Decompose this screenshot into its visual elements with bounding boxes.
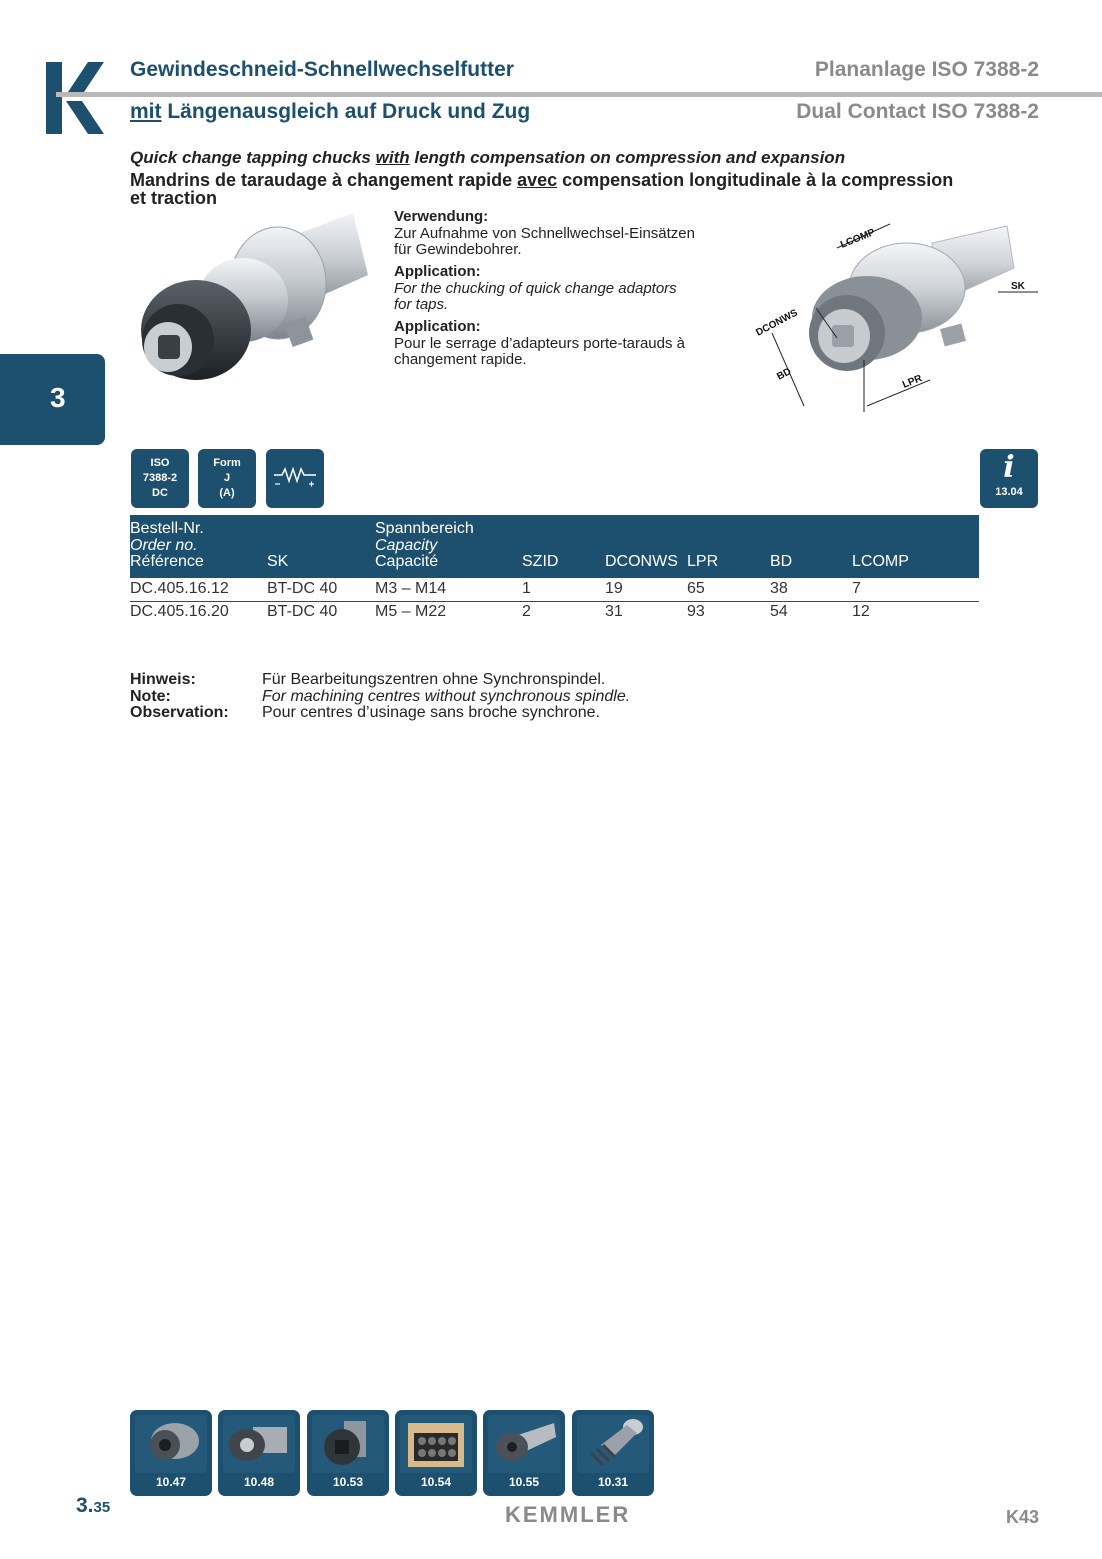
application-de-label: Verwendung: [394, 208, 489, 225]
cell-capacity: M5 – M22 [375, 603, 447, 620]
adapter-image [312, 1415, 384, 1473]
th-lcomp: LCOMP [852, 553, 909, 570]
info-icon[interactable]: i 13.04 [980, 449, 1038, 508]
form-icon: Form J (A) [198, 449, 256, 508]
cell-dconws: 19 [605, 580, 623, 597]
diagram-label-bd: BD [775, 366, 794, 383]
diagram-label-dconws: DCONWS [754, 307, 800, 339]
th-order-en: Order no. [130, 537, 198, 554]
cell-order: DC.405.16.20 [130, 603, 229, 620]
adapter-image [223, 1415, 295, 1473]
cell-lcomp: 7 [852, 580, 861, 597]
application-en: Application: For the chucking of quick change adaptors for taps. [394, 263, 677, 313]
related-product-thumb[interactable]: 10.47 [130, 1410, 212, 1496]
cell-lpr: 93 [687, 603, 705, 620]
cell-dconws: 31 [605, 603, 623, 620]
note-en-label: Note: [130, 688, 171, 705]
table-header [130, 515, 979, 578]
application-en-label: Application: [394, 263, 481, 280]
cell-sk: BT-DC 40 [267, 580, 338, 597]
header-standard-en: Dual Contact ISO 7388-2 [796, 100, 1039, 123]
th-bd: BD [770, 553, 793, 570]
table-row [130, 578, 979, 602]
note-fr-label: Observation: [130, 704, 229, 721]
note-fr-text: Pour centres d’usinage sans broche synchrone. [262, 704, 600, 721]
subtitle-fr-line2: et traction [130, 188, 218, 208]
diagram-label-lcomp: LCOMP [839, 227, 877, 251]
note-de-label: Hinweis: [130, 671, 196, 688]
header-subtitle-underlined: mit [130, 100, 162, 123]
th-szid: SZID [522, 553, 559, 570]
case-image [400, 1415, 472, 1473]
th-order-de: Bestell-Nr. [130, 520, 204, 537]
cell-bd: 38 [770, 580, 788, 597]
related-product-thumb[interactable]: 10.48 [218, 1410, 300, 1496]
diagram-label-lpr: LPR [901, 373, 924, 391]
th-sk: SK [267, 553, 289, 570]
th-order-fr: Référence [130, 553, 204, 570]
header-subtitle [130, 100, 530, 124]
catalog-code: K43 [1005, 1507, 1039, 1527]
th-capacity-de: Spannbereich [375, 520, 474, 537]
cell-lcomp: 12 [852, 603, 870, 620]
adapter-image [488, 1415, 560, 1473]
cell-capacity: M3 – M14 [375, 580, 447, 597]
cell-szid: 1 [522, 580, 531, 597]
related-product-thumb[interactable]: 10.31 [572, 1410, 654, 1496]
iso-standard-icon: ISO 7388-2 DC [131, 449, 189, 508]
related-product-thumb[interactable]: 10.54 [395, 1410, 477, 1496]
note-en-text: For machining centres without synchronous spindle. [262, 688, 631, 705]
header-subtitle-rest: Längenausgleich auf Druck und Zug [161, 100, 531, 123]
header-title: Gewindeschneid-Schnellwechselfutter [130, 58, 514, 81]
related-product-thumb[interactable]: 10.55 [483, 1410, 565, 1496]
note-de-text: Für Bearbeitungszentren ohne Synchronspindel. [262, 671, 606, 688]
th-dconws: DCONWS [605, 553, 678, 570]
header-standard: Plananlage ISO 7388-2 [814, 58, 1039, 81]
subtitle-fr: Mandrins de taraudage à changement rapide avec compensation longitudinale à la compression [130, 170, 954, 190]
pull-stud-image [577, 1415, 649, 1473]
cell-sk: BT-DC 40 [267, 603, 338, 620]
compensation-icon [266, 449, 324, 508]
adapter-image [135, 1415, 207, 1473]
kemmler-logo [46, 62, 104, 134]
th-capacity-fr: Capacité [375, 553, 439, 570]
page-number: 3.35 [76, 1494, 111, 1517]
cell-szid: 2 [522, 603, 531, 620]
header-rule [56, 92, 1102, 97]
diagram-label-sk: SK [1011, 281, 1025, 292]
related-product-thumb[interactable]: 10.53 [307, 1410, 389, 1496]
th-lpr: LPR [687, 553, 719, 570]
th-capacity-en: Capacity [375, 537, 438, 554]
subtitle-en: Quick change tapping chucks with length compensation on compression and expansion [130, 148, 846, 167]
cell-bd: 54 [770, 603, 788, 620]
chapter-tab[interactable]: 3 [0, 354, 105, 445]
product-photo [128, 205, 378, 385]
application-fr-label: Application: [394, 318, 481, 335]
dimension-diagram [752, 208, 1042, 418]
brand-name: KEMMLER [505, 1502, 631, 1527]
info-ref: 13.04 [995, 486, 1023, 498]
application-fr: Application: Pour le serrage d’adapteurs porte-tarauds à changement rapide. [394, 318, 686, 368]
table-row [130, 601, 979, 624]
cell-order: DC.405.16.12 [130, 580, 229, 597]
cell-lpr: 65 [687, 580, 705, 597]
application-de: Verwendung: Zur Aufnahme von Schnellwechsel-Einsätzen für Gewindebohrer. [394, 208, 695, 258]
